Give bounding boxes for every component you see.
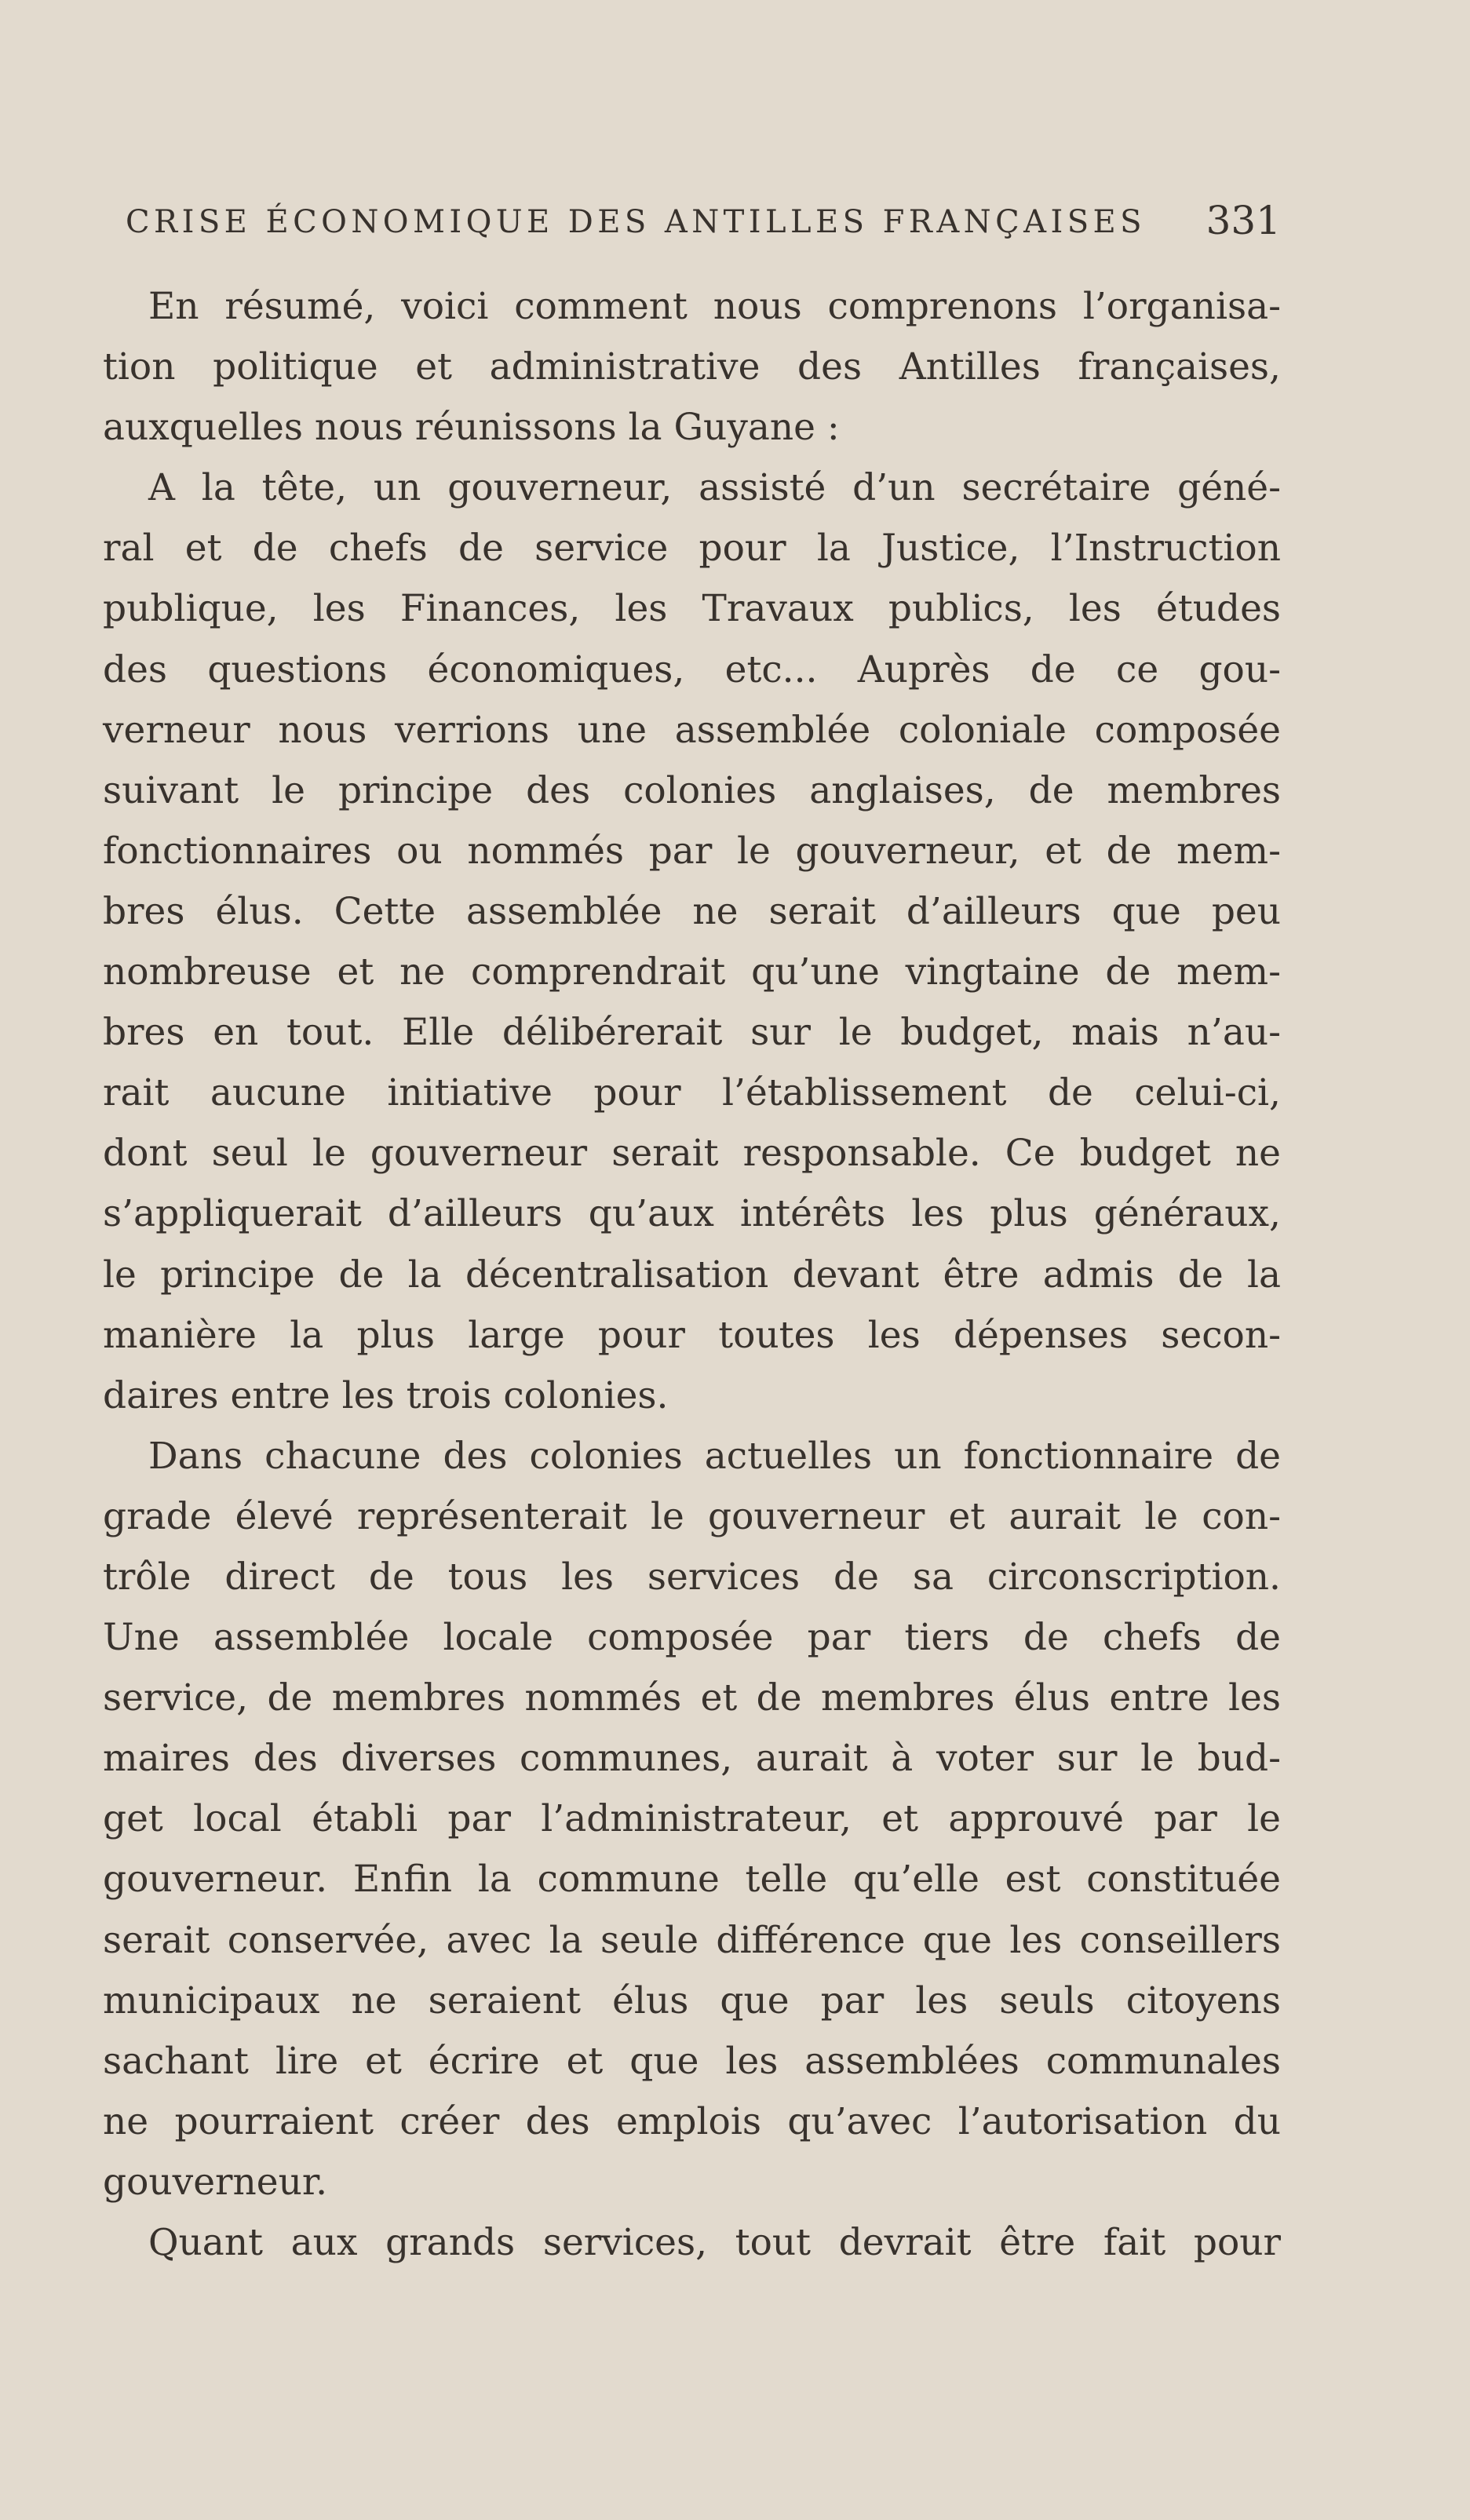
text-line: manière la plus large pour toutes les dépenses secon- — [103, 1313, 1281, 1357]
paragraph — [103, 276, 1281, 458]
text-line: ne pourraient créer des emplois qu’avec l’autorisation du — [103, 2099, 1281, 2143]
text-line: maires des diverses communes, aurait à voter sur le bud- — [103, 1737, 1281, 1781]
text-line: rait aucune initiative pour l’établissement de celui-ci, — [103, 1071, 1281, 1115]
text-line: dont seul le gouverneur serait responsable. Ce budget ne — [103, 1132, 1281, 1176]
text-line: daires entre les trois colonies. — [103, 1373, 669, 1417]
text-line: bres élus. Cette assemblée ne serait d’ailleurs que peu — [103, 889, 1281, 933]
text-line: En résumé, voici comment nous comprenons l’organisa- — [148, 285, 1281, 328]
body-text — [103, 276, 1281, 2273]
text-line: A la tête, un gouverneur, assisté d’un secrétaire géné- — [148, 466, 1281, 510]
paragraph — [103, 458, 1281, 1426]
text-line: fonctionnaires ou nommés par le gouverneur, et de mem- — [103, 829, 1281, 873]
text-line: Une assemblée locale composée par tiers de chefs de — [103, 1616, 1281, 1660]
text-line: Dans chacune des colonies actuelles un fonctionnaire de — [148, 1434, 1281, 1478]
text-line: gouverneur. — [103, 2160, 328, 2204]
paragraph — [103, 1426, 1281, 2212]
text-line: le principe de la décentralisation devant être admis de la — [103, 1253, 1281, 1296]
text-line: serait conservée, avec la seule différence que les conseillers — [103, 1918, 1281, 1962]
text-line: sachant lire et écrire et que les assemblées communales — [103, 2039, 1281, 2083]
text-line: municipaux ne seraient élus que par les seuls citoyens — [103, 1978, 1281, 2022]
running-header — [126, 198, 1281, 245]
text-line: trôle direct de tous les services de sa circonscription. — [103, 1555, 1281, 1599]
text-line: get local établi par l’administrateur, et approuvé par le — [103, 1797, 1281, 1841]
running-title: CRISE ÉCONOMIQUE DES ANTILLES FRANÇAISES — [126, 204, 1146, 240]
text-line: Quant aux grands services, tout devrait être fait pour — [148, 2221, 1281, 2264]
text-line: bres en tout. Elle délibérerait sur le budget, mais n’au- — [103, 1011, 1281, 1055]
text-line: publique, les Finances, les Travaux publics, les études — [103, 587, 1281, 631]
text-line: ral et de chefs de service pour la Justice, l’Instruction — [103, 527, 1281, 571]
text-line: auxquelles nous réunissons la Guyane : — [103, 406, 840, 450]
text-line: s’appliquerait d’ailleurs qu’aux intérêts les plus généraux, — [103, 1192, 1281, 1236]
text-line: service, de membres nommés et de membres élus entre les — [103, 1676, 1281, 1720]
paragraph — [103, 2212, 1281, 2273]
text-line: des questions économiques, etc... Auprès de ce gou- — [103, 647, 1281, 691]
text-line: gouverneur. Enfin la commune telle qu’elle est constituée — [103, 1858, 1281, 1902]
text-line: suivant le principe des colonies anglaises, de membres — [103, 768, 1281, 812]
text-line: verneur nous verrions une assemblée coloniale composée — [103, 708, 1281, 752]
text-line: nombreuse et ne comprendrait qu’une vingtaine de mem- — [103, 950, 1281, 994]
text-line: tion politique et administrative des Antilles françaises, — [103, 345, 1281, 389]
text-line: grade élevé représenterait le gouverneur et aurait le con- — [103, 1494, 1281, 1538]
page-number: 331 — [1206, 198, 1281, 243]
